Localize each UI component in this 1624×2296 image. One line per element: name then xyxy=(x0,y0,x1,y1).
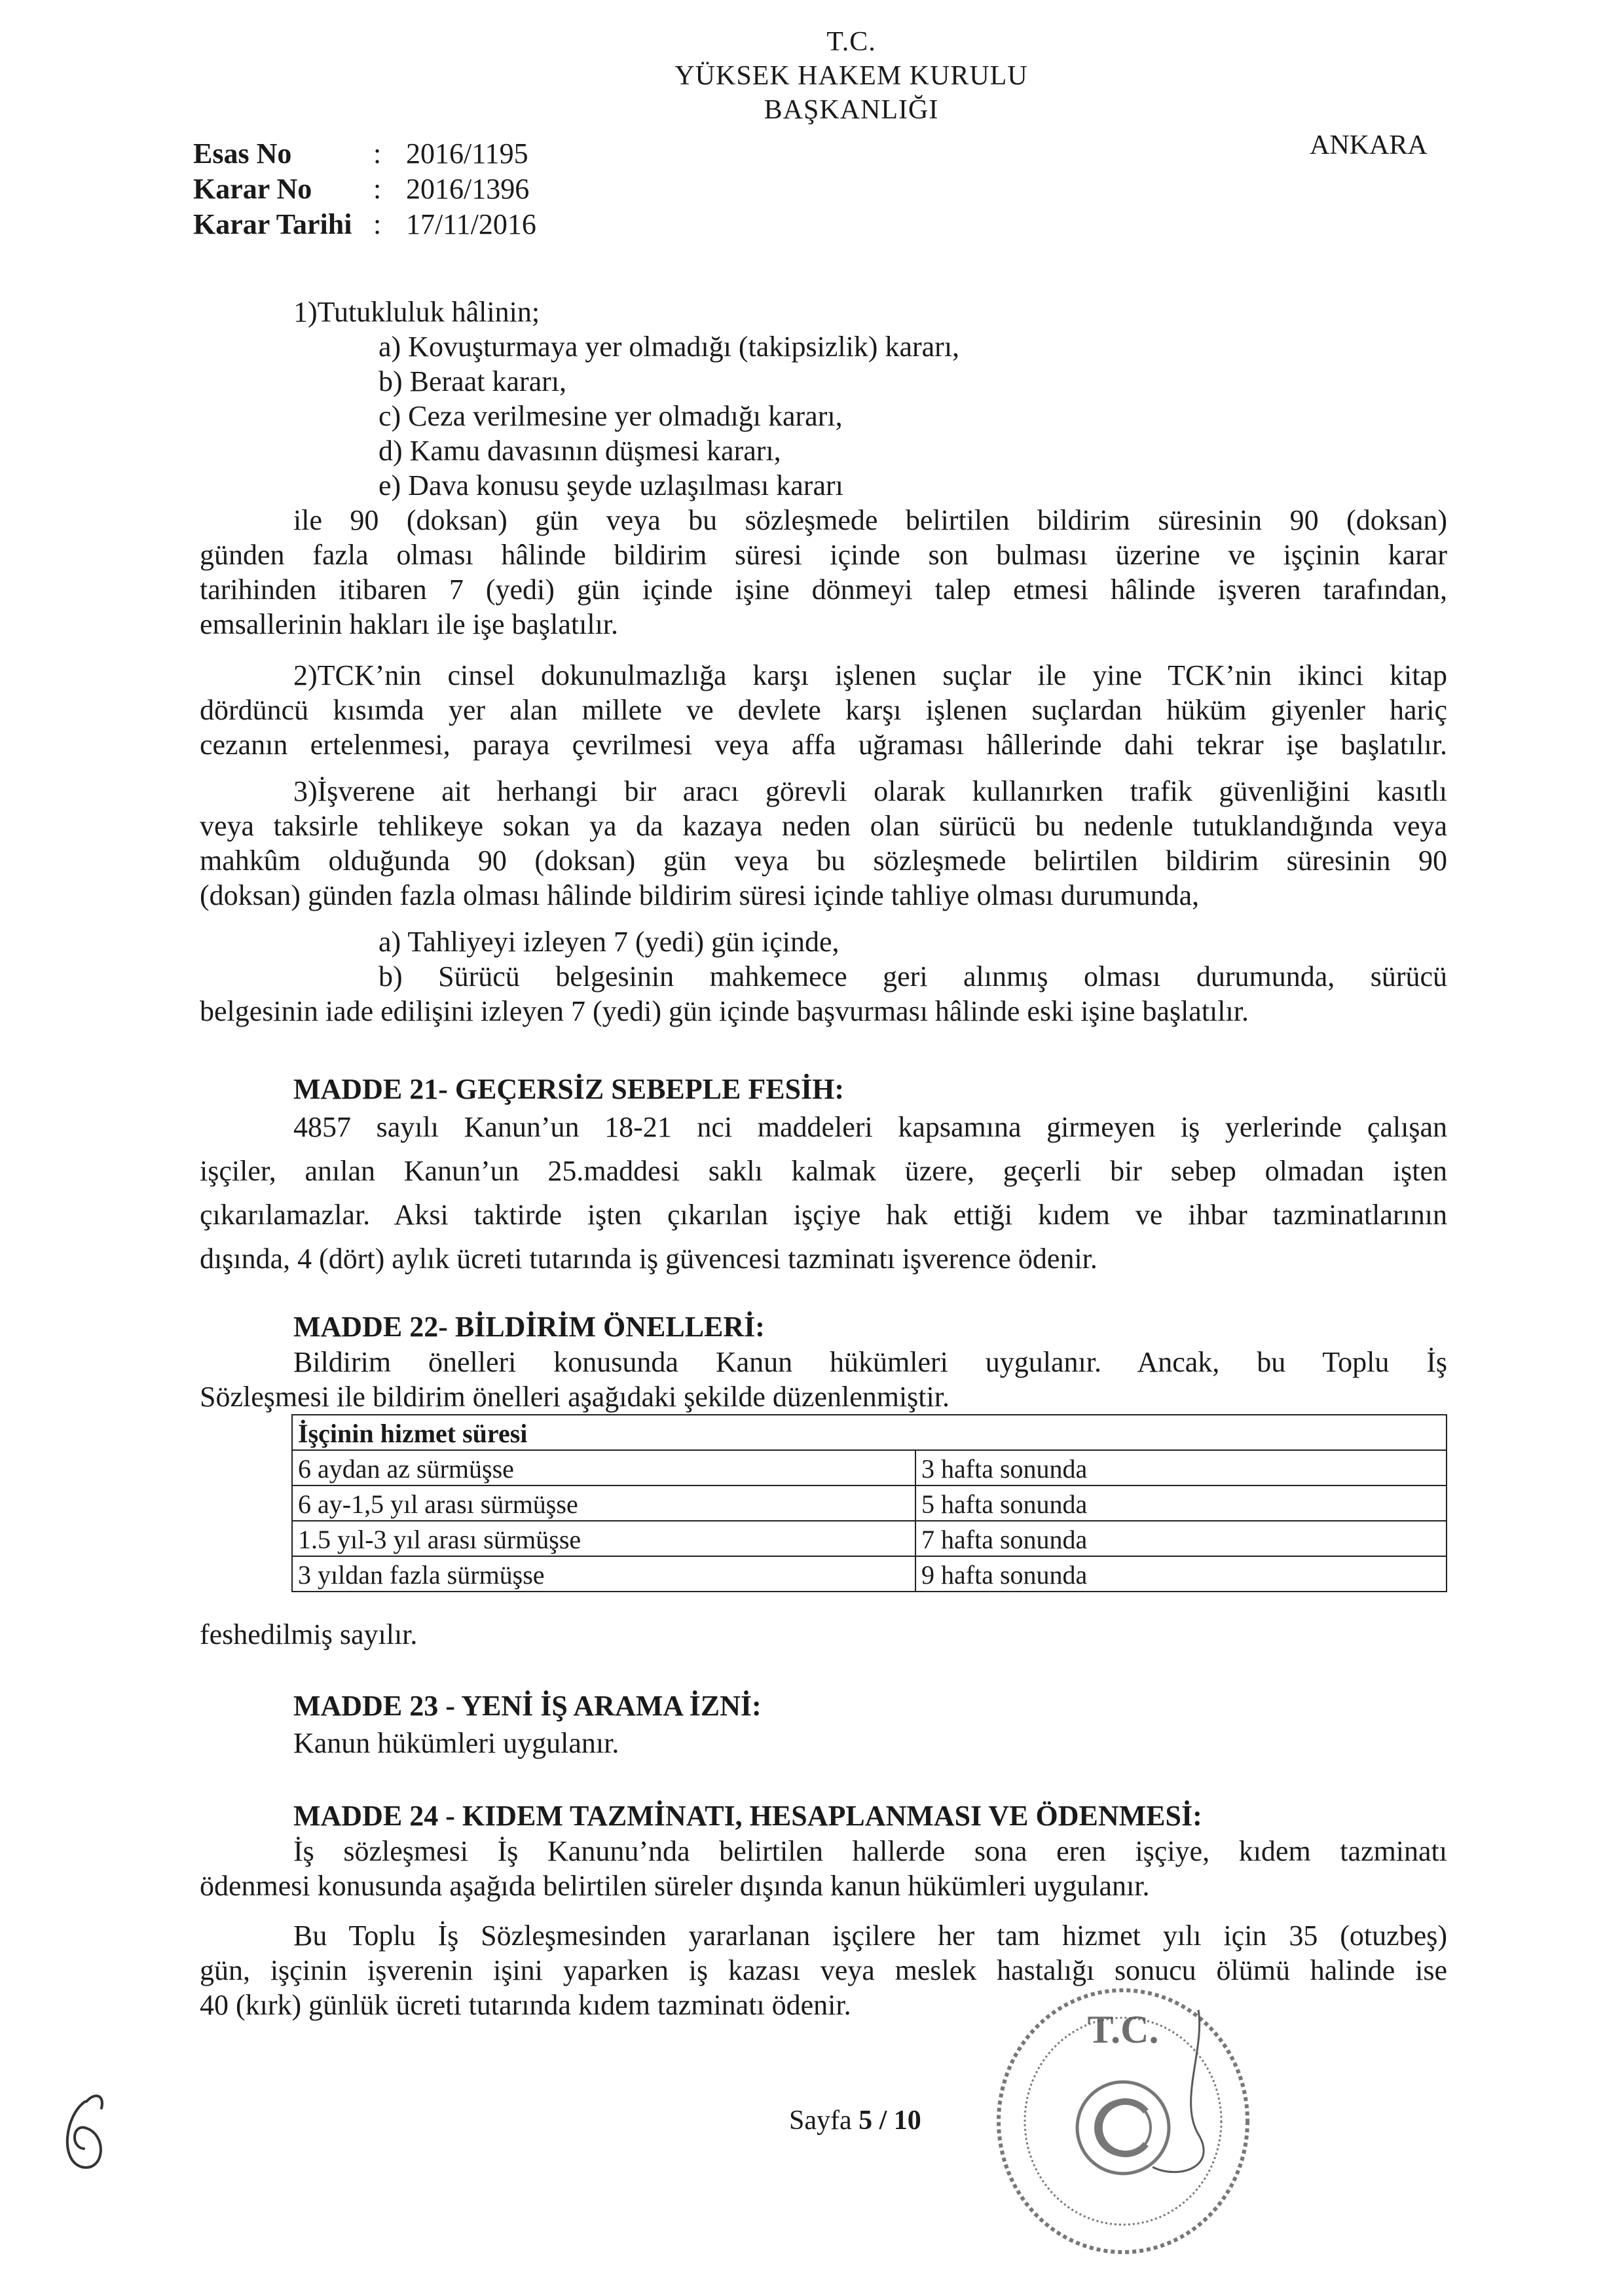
table-cell-notice: 7 hafta sonunda xyxy=(915,1521,1447,1556)
meta-label: Esas No xyxy=(193,137,292,170)
madde21-line: 4857 sayılı Kanun’un 18-21 nci maddeleri kapsamına girmeyen iş yerlerinde çalışan xyxy=(293,1111,1447,1143)
stamp-text: T.C. xyxy=(1087,2008,1159,2051)
section1-item: d) Kamu davasının düşmesi kararı, xyxy=(378,435,781,467)
madde23-title: MADDE 23 - YENİ İŞ ARAMA İZNİ: xyxy=(293,1690,762,1722)
section3-item-b-cont: belgesinin iade edilişini izleyen 7 (yedi) gün içinde başvurması hâlinde eski işine başlatılır. xyxy=(200,995,1249,1027)
table-header-row xyxy=(292,1415,1447,1450)
page-value: 5 / 10 xyxy=(858,2105,921,2136)
section1-item: c) Ceza verilmesine yer olmadığı kararı, xyxy=(378,400,843,432)
meta-value: 2016/1396 xyxy=(406,173,530,205)
official-stamp-icon xyxy=(982,1971,1270,2265)
header-city: ANKARA xyxy=(1310,130,1428,160)
meta-row xyxy=(193,172,536,207)
section1-item: b) Beraat kararı, xyxy=(378,365,567,397)
madde24-line: ödenmesi konusunda aşağıda belirtilen süreler dışında kanun hükümleri uygulanır. xyxy=(200,1870,1150,1902)
madde24-line: 40 (kırk) günlük ücreti tutarında kıdem tazminatı ödenir. xyxy=(200,1989,851,2021)
madde21-line: dışında, 4 (dört) aylık ücreti tutarında iş güvencesi tazminatı işverence ödenir. xyxy=(200,1243,1098,1275)
section3-line: 3)İşverene ait herhangi bir aracı görevli olarak kullanırken trafik güvenliğini kasıtlı xyxy=(293,775,1447,807)
header-country: T.C. xyxy=(826,27,876,57)
table-cell-notice: 3 hafta sonunda xyxy=(915,1450,1447,1485)
meta-colon: : xyxy=(373,173,382,205)
madde23-line: Kanun hükümleri uygulanır. xyxy=(293,1727,619,1759)
section1-line: tarihinden itibaren 7 (yedi) gün içinde işine dönmeyi talep etmesi hâlinde işveren tarafından, xyxy=(200,574,1447,606)
section2-line: 2)TCK’nin cinsel dokunulmazlığa karşı işlenen suçlar ile yine TCK’nin ikinci kitap xyxy=(293,659,1447,691)
meta-label: Karar No xyxy=(193,173,312,205)
section3-line: mahkûm olduğunda 90 (doksan) gün veya bu sözleşmede belirtilen bildirim süresinin 90 xyxy=(200,845,1447,877)
table-header-cell: İşçinin hizmet süresi xyxy=(292,1415,1447,1450)
page-number xyxy=(789,2105,921,2136)
madde24-line: gün, işçinin işverenin işini yaparken iş kazası veya meslek hastalığı sonucu ölümü halinde ise xyxy=(200,1954,1447,1986)
madde22-line: Sözleşmesi ile bildirim önelleri aşağıdaki şekilde düzenlenmiştir. xyxy=(200,1381,950,1413)
madde21-line: işçiler, anılan Kanun’un 25.maddesi saklı kalmak üzere, geçerli bir sebep olmadan işten xyxy=(200,1155,1447,1187)
page-label: Sayfa xyxy=(789,2105,852,2136)
meta-row xyxy=(193,136,536,172)
section1-item: e) Dava konusu şeyde uzlaşılması kararı xyxy=(378,469,843,501)
section3-item-a: a) Tahliyeyi izleyen 7 (yedi) gün içinde, xyxy=(378,926,840,958)
header-institution: YÜKSEK HAKEM KURULU xyxy=(674,61,1028,91)
section1-line: ile 90 (doksan) gün veya bu sözleşmede belirtilen bildirim süresinin 90 (doksan) xyxy=(293,504,1447,536)
madde21-title: MADDE 21- GEÇERSİZ SEBEPLE FESİH: xyxy=(293,1073,845,1105)
madde22-after: feshedilmiş sayılır. xyxy=(200,1618,418,1650)
meta-colon: : xyxy=(373,208,382,240)
table-row xyxy=(292,1485,1447,1521)
meta-label: Karar Tarihi xyxy=(193,208,352,240)
section3-line: veya taksirle tehlikeye sokan ya da kazaya neden olan sürücü bu nedenle tutuklandığında veya xyxy=(200,810,1447,842)
table-cell-notice: 9 hafta sonunda xyxy=(915,1556,1447,1592)
section1-line: emsallerinin hakları ile işe başlatılır. xyxy=(200,608,619,640)
madde24-line: İş sözleşmesi İş Kanunu’nda belirtilen hallerde sona eren işçiye, kıdem tazminatı xyxy=(293,1835,1447,1867)
notice-period-table xyxy=(291,1414,1447,1592)
handwritten-initial-icon xyxy=(46,2088,124,2187)
meta-value: 2016/1195 xyxy=(406,137,528,170)
section2-line: dördüncü kısımda yer alan millete ve devlete karşı işlenen suçlardan hüküm giyenler hariç xyxy=(200,694,1447,726)
table-cell-duration: 1.5 yıl-3 yıl arası sürmüşse xyxy=(292,1521,915,1556)
table-cell-duration: 6 aydan az sürmüşse xyxy=(292,1450,915,1485)
madde24-title: MADDE 24 - KIDEM TAZMİNATI, HESAPLANMASI VE ÖDENMESİ: xyxy=(293,1800,1202,1832)
table-cell-notice: 5 hafta sonunda xyxy=(915,1485,1447,1521)
table-row xyxy=(292,1556,1447,1592)
header-office: BAŞKANLIĞI xyxy=(764,95,939,125)
table-row xyxy=(292,1450,1447,1485)
table-row xyxy=(292,1521,1447,1556)
table-cell-duration: 3 yıldan fazla sürmüşse xyxy=(292,1556,915,1592)
madde24-line: Bu Toplu İş Sözleşmesinden yararlanan işçilere her tam hizmet yılı için 35 (otuzbeş) xyxy=(293,1920,1447,1952)
meta-value: 17/11/2016 xyxy=(406,208,536,240)
section3-line: (doksan) günden fazla olması hâlinde bildirim süresi içinde tahliye olması durumunda, xyxy=(200,879,1200,911)
meta-row xyxy=(193,207,536,242)
madde22-title: MADDE 22- BİLDİRİM ÖNELLERİ: xyxy=(293,1311,765,1343)
section1-intro: 1)Tutukluluk hâlinin; xyxy=(293,296,540,328)
case-meta xyxy=(193,136,536,242)
madde22-line: Bildirim önelleri konusunda Kanun hükümleri uygulanır. Ancak, bu Toplu İş xyxy=(293,1346,1447,1378)
section2-line: cezanın ertelenmesi, paraya çevrilmesi veya affa uğraması hâllerinde dahi tekrar işe başlatılır. xyxy=(200,729,1447,761)
section1-item: a) Kovuşturmaya yer olmadığı (takipsizlik) kararı, xyxy=(378,331,960,363)
section3-item-b: b) Sürücü belgesinin mahkemece geri alınmış olması durumunda, sürücü xyxy=(378,960,1447,993)
madde21-line: çıkarılamazlar. Aksi taktirde işten çıkarılan işçiye hak ettiği kıdem ve ihbar tazminatlarının xyxy=(200,1199,1447,1231)
meta-colon: : xyxy=(373,137,382,170)
section1-line: günden fazla olması hâlinde bildirim süresi içinde son bulması üzerine ve işçinin karar xyxy=(200,539,1447,571)
table-cell-duration: 6 ay-1,5 yıl arası sürmüşse xyxy=(292,1485,915,1521)
